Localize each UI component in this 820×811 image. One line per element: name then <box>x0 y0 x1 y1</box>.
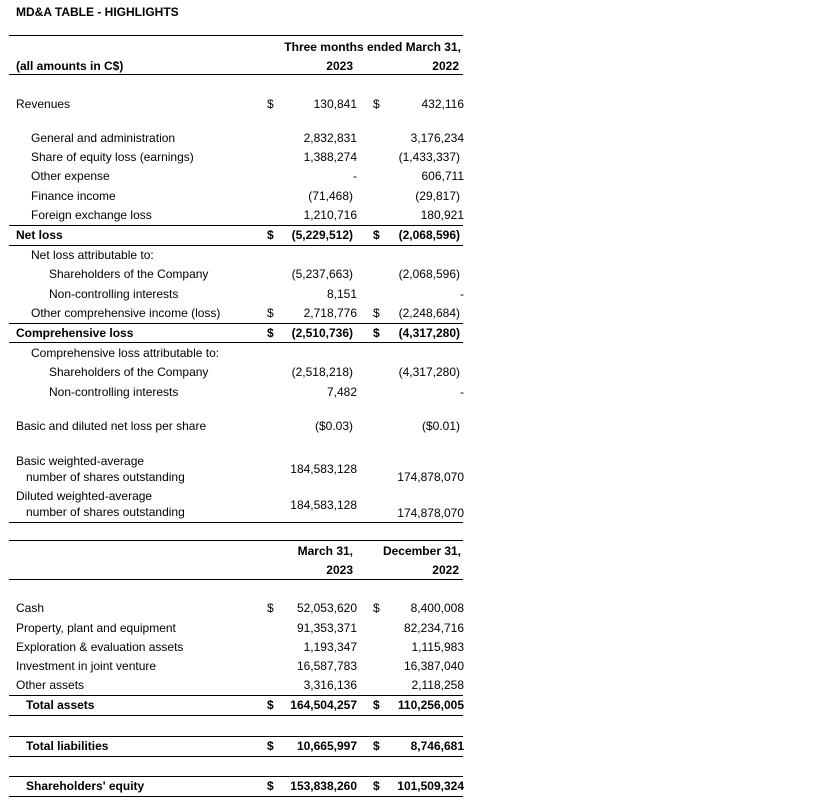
row-label: Exploration & evaluation assets <box>16 640 184 654</box>
divider <box>9 579 463 580</box>
currency-symbol: $ <box>373 739 380 753</box>
row-label: Investment in joint venture <box>16 659 157 673</box>
table-row <box>0 621 470 636</box>
currency-symbol: $ <box>373 228 380 242</box>
value-col1: 10,665,997 <box>296 739 357 753</box>
table-row <box>0 169 470 184</box>
currency-symbol: $ <box>267 739 274 753</box>
value-col1: ($0.03) <box>314 419 353 433</box>
value-col1: 1,210,716 <box>303 208 357 222</box>
divider <box>9 74 463 75</box>
currency-symbol: $ <box>373 306 380 320</box>
value-col1: - <box>353 169 357 183</box>
value-col2: 16,387,040 <box>403 659 464 673</box>
row-label: Basic and diluted net loss per share <box>16 419 207 433</box>
value-col2: - <box>460 385 464 399</box>
table-row <box>0 131 470 146</box>
value-col1: 164,504,257 <box>290 698 357 712</box>
value-col2: (4,317,280) <box>398 365 460 379</box>
value-col2: 174,878,070 <box>397 506 464 520</box>
value-col2: 1,115,983 <box>411 640 464 654</box>
value-col2: (2,068,596) <box>398 267 460 281</box>
table-row <box>0 659 470 674</box>
value-col2: ($0.01) <box>421 419 460 433</box>
row-label: Other assets <box>16 678 85 692</box>
row-label: Comprehensive loss attributable to: <box>31 346 220 360</box>
row-label: Cash <box>16 601 45 615</box>
table-row <box>0 287 470 302</box>
value-col1: 16,587,783 <box>296 659 357 673</box>
value-col1: (71,468) <box>308 189 353 203</box>
row-label: Other comprehensive income (loss) <box>31 306 221 320</box>
value-col2: 432,116 <box>421 97 464 111</box>
value-col1: 8,151 <box>326 287 357 301</box>
value-col1: 3,316,136 <box>303 678 357 692</box>
divider <box>9 796 463 797</box>
row-label: Other expense <box>31 169 110 183</box>
divider <box>9 756 463 757</box>
value-col2: 180,921 <box>420 208 464 222</box>
table-row <box>0 326 470 341</box>
year-2022-header: 2022 <box>432 59 459 73</box>
currency-symbol: $ <box>373 97 380 111</box>
value-col2: (2,068,596) <box>398 228 460 242</box>
value-col1: 52,053,620 <box>296 601 357 615</box>
row-label: Total liabilities <box>26 739 109 753</box>
row-label: Shareholders of the Company <box>49 365 209 379</box>
divider <box>9 225 463 226</box>
currency-symbol: $ <box>373 601 380 615</box>
table-row <box>0 150 470 165</box>
value-col2: 101,509,324 <box>397 779 464 793</box>
table-row <box>0 601 470 616</box>
value-col2: 110,256,005 <box>397 698 464 712</box>
row-label: Diluted weighted-average <box>16 489 153 503</box>
table-row <box>0 454 470 484</box>
currency-symbol: $ <box>267 228 274 242</box>
table-row <box>0 97 470 112</box>
currency-symbol: $ <box>373 698 380 712</box>
value-col1: (5,229,512) <box>291 228 353 242</box>
value-col1: 91,353,371 <box>296 621 357 635</box>
value-col2: (1,433,337) <box>398 150 460 164</box>
table-row <box>0 640 470 655</box>
value-col1: 2,718,776 <box>303 306 357 320</box>
table-row <box>0 739 470 754</box>
divider <box>9 522 463 523</box>
value-col2: 8,400,008 <box>410 601 464 615</box>
value-col1: 184,583,128 <box>290 498 357 512</box>
value-col2: 3,176,234 <box>410 131 464 145</box>
row-label: Comprehensive loss <box>16 326 134 340</box>
value-col2: - <box>460 287 464 301</box>
value-col1: 7,482 <box>326 385 357 399</box>
value-col1: 2,832,831 <box>303 131 357 145</box>
value-col2: (29,817) <box>415 189 460 203</box>
currency-symbol: $ <box>267 779 274 793</box>
table-row <box>0 346 470 361</box>
row-label: Non-controlling interests <box>49 287 179 301</box>
value-col2: 82,234,716 <box>403 621 464 635</box>
page-title: MD&A TABLE - HIGHLIGHTS <box>16 5 179 19</box>
table-row <box>0 208 470 223</box>
value-col2: 8,746,681 <box>410 739 464 753</box>
value-col1: 153,838,260 <box>290 779 357 793</box>
table-row <box>0 306 470 321</box>
divider <box>9 715 463 716</box>
row-label: Net loss <box>16 228 63 242</box>
value-col1: 184,583,128 <box>290 462 357 476</box>
table-row <box>0 228 470 243</box>
row-label: Shareholders of the Company <box>49 267 209 281</box>
divider <box>9 342 463 343</box>
table-row <box>0 678 470 693</box>
row-label-continued: number of shares outstanding <box>26 505 185 519</box>
col1-header-line2: 2023 <box>326 563 353 577</box>
row-label: Net loss attributable to: <box>31 248 154 262</box>
currency-symbol: $ <box>267 326 274 340</box>
row-label: Finance income <box>31 189 116 203</box>
year-2023-header: 2023 <box>326 59 353 73</box>
table-row <box>0 248 470 263</box>
row-label: Revenues <box>16 97 71 111</box>
table-row <box>0 189 470 204</box>
value-col2: (2,248,684) <box>398 306 460 320</box>
value-col2: 174,878,070 <box>397 470 464 484</box>
row-label: Total assets <box>26 698 95 712</box>
value-col1: (2,510,736) <box>291 326 353 340</box>
table-row <box>0 698 470 713</box>
table-row <box>0 419 470 434</box>
row-label: Property, plant and equipment <box>16 621 176 635</box>
divider <box>9 776 463 777</box>
col2-header-line2: 2022 <box>432 563 459 577</box>
currency-symbol: $ <box>267 698 274 712</box>
row-label: Basic weighted-average <box>16 454 145 468</box>
table-row <box>0 365 470 380</box>
col1-header-line1: March 31, <box>297 544 353 558</box>
currency-symbol: $ <box>373 326 380 340</box>
row-label: General and administration <box>31 131 176 145</box>
currency-symbol: $ <box>267 601 274 615</box>
row-label: Shareholders' equity <box>26 779 145 793</box>
row-label: Non-controlling interests <box>49 385 179 399</box>
table-row <box>0 489 470 520</box>
currency-symbol: $ <box>373 779 380 793</box>
value-col1: 1,388,274 <box>303 150 357 164</box>
table-row <box>0 779 470 794</box>
table-row <box>0 267 470 282</box>
table-row <box>0 385 470 400</box>
row-label: Foreign exchange loss <box>31 208 152 222</box>
period-header: Three months ended March 31, <box>284 40 461 54</box>
value-col1: (5,237,663) <box>291 267 353 281</box>
value-col1: (2,518,218) <box>291 365 353 379</box>
divider <box>9 736 463 737</box>
currency-note: (all amounts in C$) <box>16 59 124 73</box>
currency-symbol: $ <box>267 306 274 320</box>
value-col2: 2,118,258 <box>411 678 464 692</box>
col2-header-line1: December 31, <box>382 544 461 558</box>
value-col1: 130,841 <box>313 97 357 111</box>
row-label-continued: number of shares outstanding <box>26 470 185 484</box>
divider <box>9 323 463 324</box>
divider <box>9 245 463 246</box>
value-col2: 606,711 <box>421 169 464 183</box>
divider <box>9 35 463 36</box>
divider <box>9 695 463 696</box>
value-col1: 1,193,347 <box>303 640 357 654</box>
divider <box>9 540 463 541</box>
currency-symbol: $ <box>267 97 274 111</box>
value-col2: (4,317,280) <box>398 326 460 340</box>
row-label: Share of equity loss (earnings) <box>31 150 194 164</box>
